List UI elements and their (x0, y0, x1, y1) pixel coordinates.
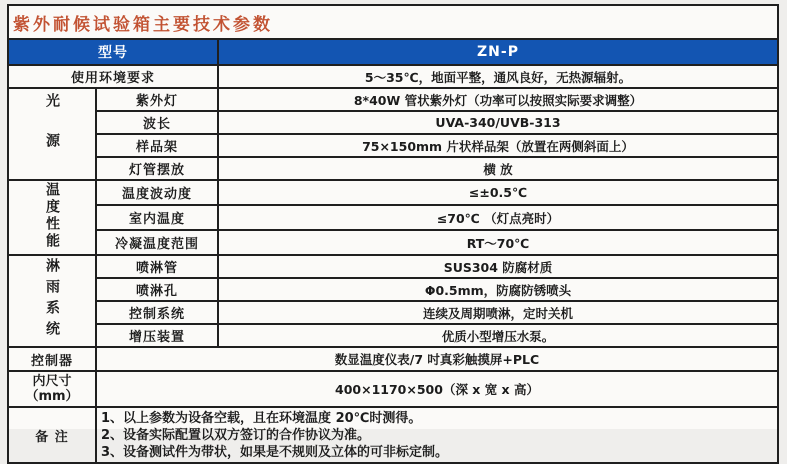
indoor-temp-row (8, 205, 778, 230)
spray-pipe-row (8, 255, 778, 278)
model-header-label: 型号 (8, 39, 218, 65)
lamp-placement-row (8, 157, 778, 180)
control-system-row (8, 301, 778, 324)
uv-lamp-row (8, 88, 778, 111)
lamp-placement-label: 灯管摆放 (96, 157, 218, 180)
control-system-label: 控制系统 (96, 301, 218, 324)
title-row (8, 5, 778, 39)
wavelength-value: UVA-340/UVB-313 (218, 111, 778, 134)
remarks-label: 备 注 (8, 407, 96, 463)
header-row (8, 39, 778, 65)
condensation-range-label: 冷凝温度范围 (96, 230, 218, 255)
spray-group-label: 淋雨系统 (44, 257, 60, 342)
remarks-content (96, 407, 778, 463)
spray-hole-label: 喷淋孔 (96, 278, 218, 301)
controller-label: 控制器 (8, 347, 96, 371)
remarks-row (8, 407, 778, 463)
sample-rack-row (8, 134, 778, 157)
page-title: 紫外耐候试验箱主要技术参数 (8, 5, 778, 39)
uv-lamp-value: 8*40W 管状紫外灯（功率可以按照实际要求调整） (218, 88, 778, 111)
indoor-temp-value: ≤70℃ （灯点亮时） (218, 205, 778, 230)
indoor-temp-label: 室内温度 (96, 205, 218, 230)
uv-lamp-label: 紫外灯 (96, 88, 218, 111)
booster-label: 增压装置 (96, 324, 218, 347)
spray-hole-value: Φ0.5mm，防腐防锈喷头 (218, 278, 778, 301)
spec-sheet (7, 4, 779, 460)
temp-fluctuation-value: ≤±0.5℃ (218, 180, 778, 205)
booster-value: 优质小型增压水泵。 (218, 324, 778, 347)
inner-size-row (8, 371, 778, 407)
wavelength-row (8, 111, 778, 134)
inner-size-label-line2: （mm） (25, 389, 79, 404)
spray-pipe-label: 喷淋管 (96, 255, 218, 278)
wavelength-label: 波长 (96, 111, 218, 134)
sample-rack-label: 样品架 (96, 134, 218, 157)
controller-value: 数显温度仪表/7 吋真彩触摸屏+PLC (96, 347, 778, 371)
temp-group-cell (8, 180, 96, 255)
spray-hole-row (8, 278, 778, 301)
inner-size-value: 400×1170×500（深 x 宽 x 高） (96, 371, 778, 407)
sample-rack-value: 75×150mm 片状样品架（放置在两侧斜面上） (218, 134, 778, 157)
temp-fluctuation-label: 温度波动度 (96, 180, 218, 205)
condensation-range-row (8, 230, 778, 255)
control-system-value: 连续及周期喷淋，定时关机 (218, 301, 778, 324)
env-label: 使用环境要求 (8, 65, 218, 88)
spray-pipe-value: SUS304 防腐材质 (218, 255, 778, 278)
controller-row (8, 347, 778, 371)
model-header-value: ZN-P (218, 39, 778, 65)
remark-line-1: 1、以上参数为设备空载，且在环境温度 20℃时测得。 (101, 410, 422, 426)
env-row (8, 65, 778, 88)
light-group-label: 光源 (44, 92, 60, 173)
inner-size-label-line1: 内尺寸 (32, 374, 72, 389)
spray-group-cell (8, 255, 96, 347)
remark-line-3: 3、设备测试件为带状，如果是不规则及立体的可非标定制。 (101, 444, 449, 460)
condensation-range-value: RT～70℃ (218, 230, 778, 255)
lamp-placement-value: 横 放 (218, 157, 778, 180)
light-group-cell (8, 88, 96, 180)
booster-row (8, 324, 778, 347)
spec-table (7, 4, 779, 464)
remark-line-2: 2、设备实际配置以双方签订的合作协议为准。 (101, 427, 371, 443)
temp-group-label: 温度性能 (44, 182, 60, 250)
temp-fluctuation-row (8, 180, 778, 205)
inner-size-label (8, 371, 96, 407)
env-value: 5～35℃，地面平整，通风良好，无热源辐射。 (218, 65, 778, 88)
